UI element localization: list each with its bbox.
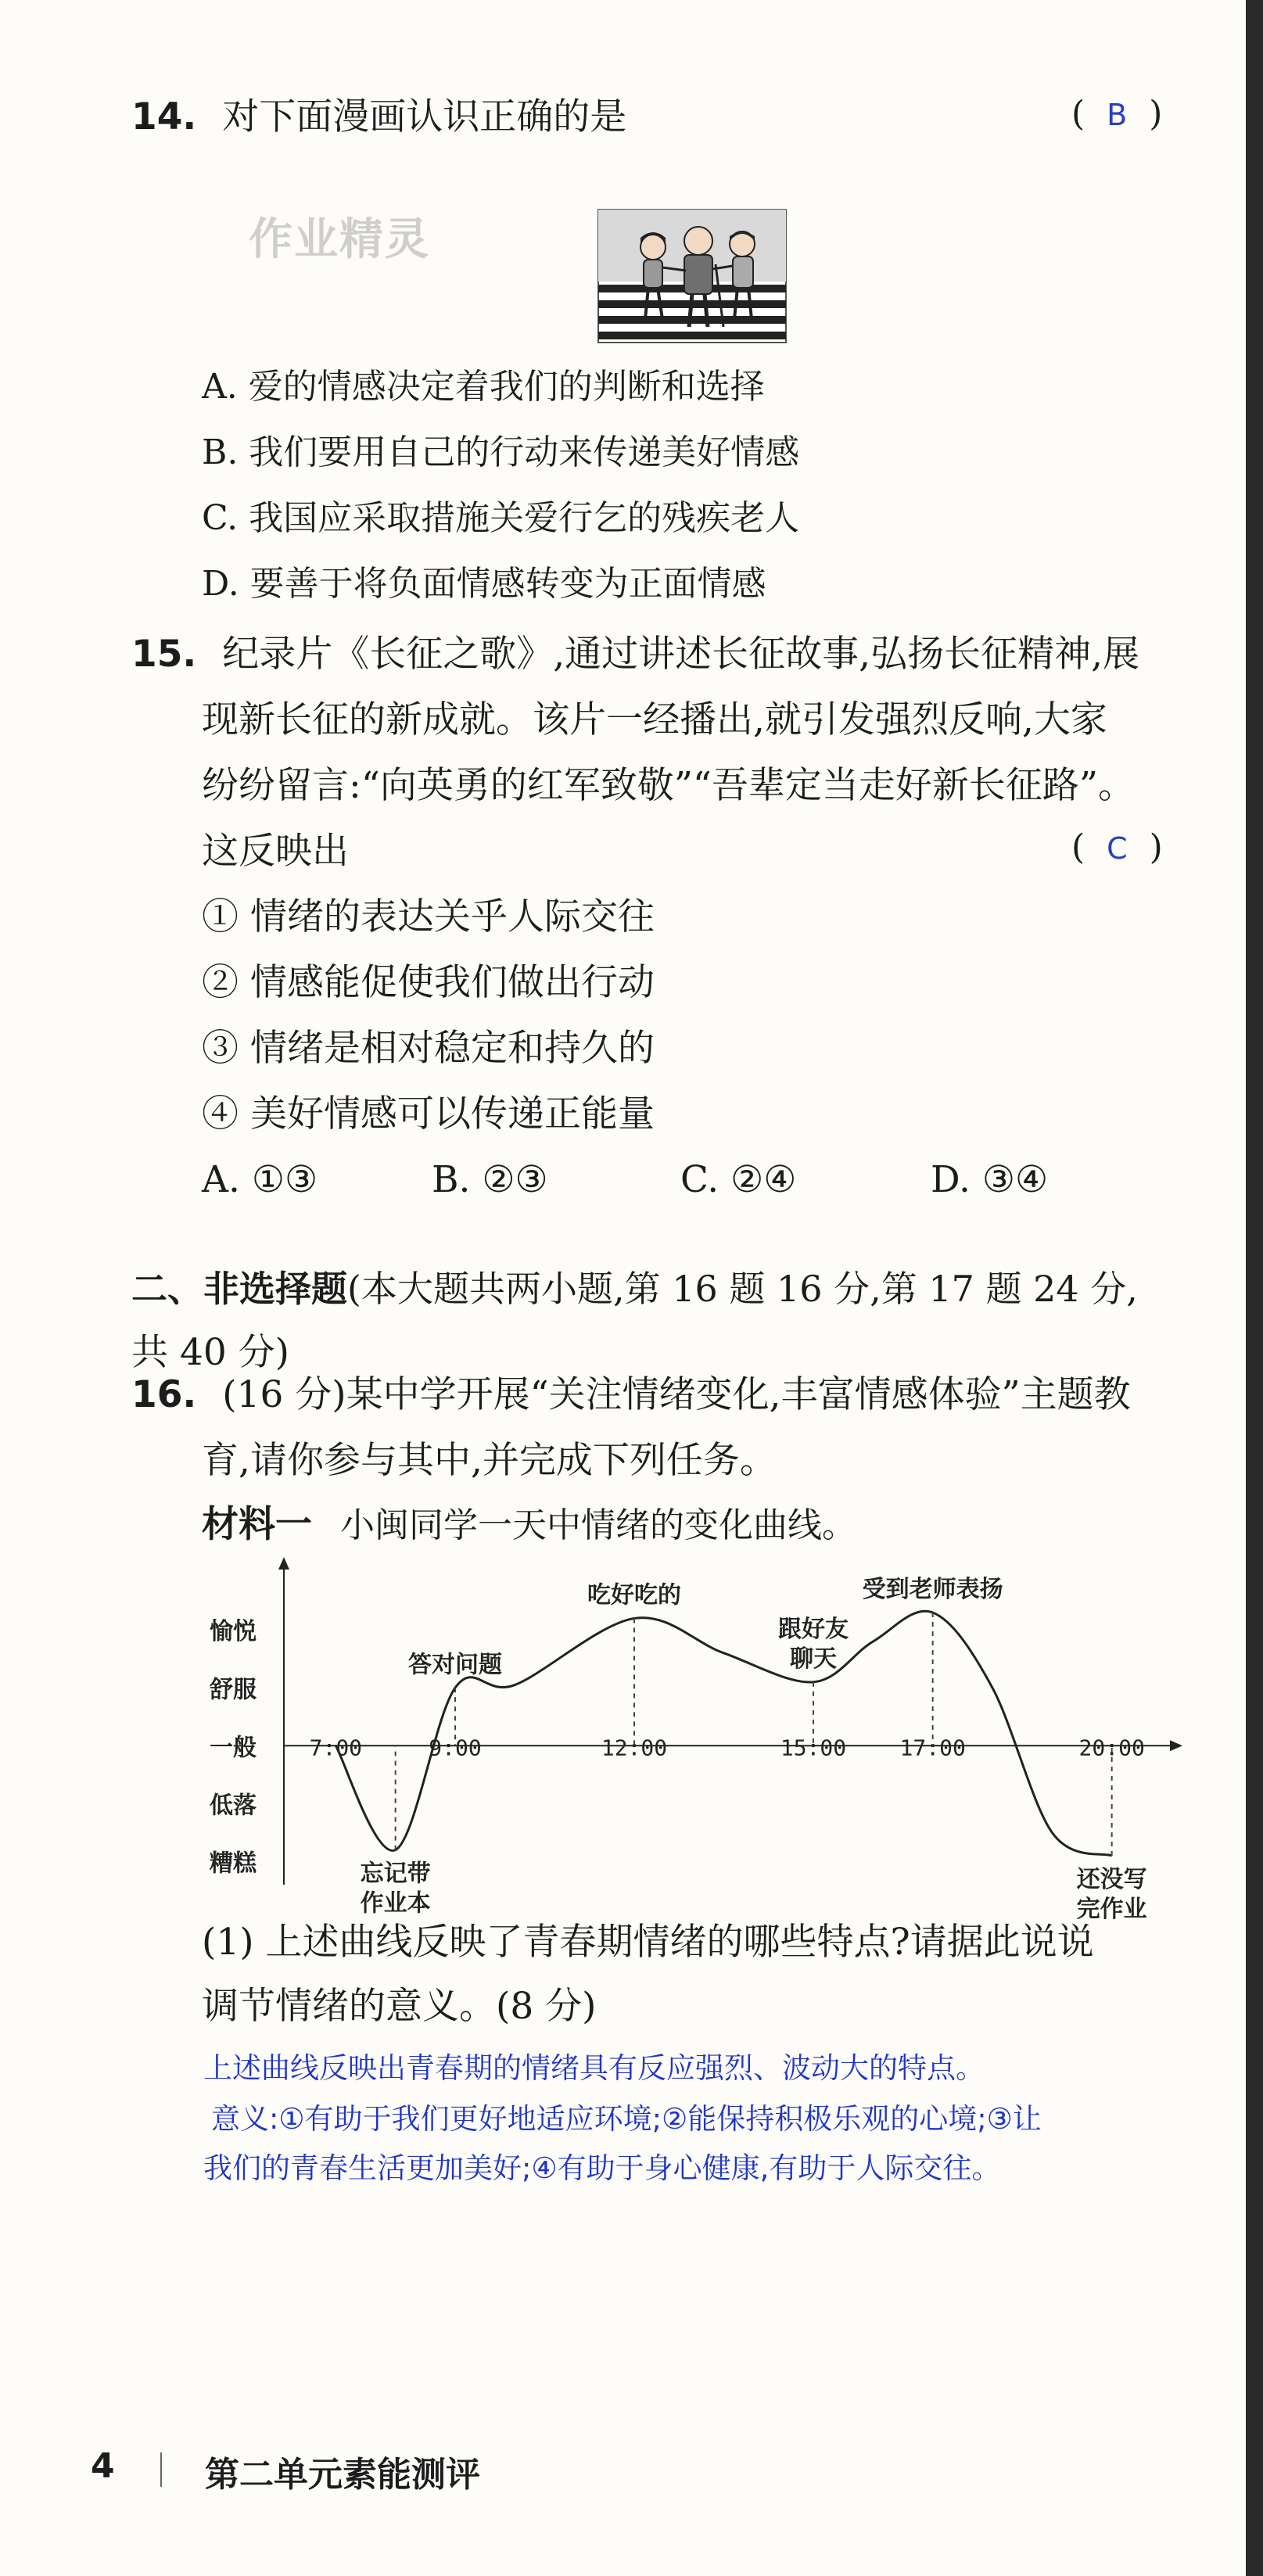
- q15-choice-c: C. ②④: [680, 1158, 797, 1201]
- q16-answer-line-2: 意义:①有助于我们更好地适应环境;②能保持积极乐观的心境;③让: [211, 2102, 1042, 2136]
- q16-material: [202, 1500, 856, 1551]
- q16-sub1-line-2: 调节情绪的意义。(8 分): [202, 1985, 597, 2028]
- emotion-chart: [202, 1552, 1187, 1923]
- emotion-chart-svg: [202, 1552, 1187, 1923]
- q14-number: 14.: [131, 95, 197, 138]
- q14-option-d: D. 要善于将负面情感转变为正面情感: [202, 564, 766, 604]
- section2-heading: [131, 1264, 1138, 1314]
- y-tick-label: 低落: [210, 1792, 257, 1820]
- x-axis-arrow: [1170, 1740, 1182, 1751]
- q16-sub1-line-1: (1) 上述曲线反映了青春期情绪的哪些特点?请据此说说: [202, 1921, 1094, 1964]
- q14-option-a: A. 爱的情感决定着我们的判断和选择: [202, 367, 765, 407]
- q16-answer-line-3: 我们的青春生活更加美好;④有助于身心健康,有助于人际交往。: [203, 2151, 1001, 2185]
- section2-note-line-1: (本大题共两小题,第 16 题 16 分,第 17 题 24 分,: [347, 1268, 1138, 1310]
- q16-stem-line-2: 育,请你参与其中,并完成下列任务。: [202, 1439, 777, 1482]
- y-tick-label: 舒服: [210, 1676, 257, 1704]
- annotation-label: 受到老师表扬: [862, 1576, 1003, 1604]
- x-tick-label: 20:00: [1078, 1735, 1145, 1761]
- footer-divider: [160, 2452, 162, 2487]
- x-tick-label: 12:00: [601, 1735, 668, 1761]
- q14-answer-box: ( B ): [1071, 94, 1163, 134]
- annotation-label: 答对问题: [408, 1651, 502, 1679]
- q14-stem: [131, 92, 626, 142]
- y-tick-label: 一般: [210, 1734, 257, 1762]
- watermark-text: 作业精灵: [249, 214, 430, 265]
- annotation-label: 吃好吃的: [587, 1581, 681, 1609]
- annotation-label: 完作业: [1076, 1895, 1147, 1923]
- q15-choice-b: B. ②③: [432, 1158, 548, 1201]
- q15-number: 15.: [131, 633, 197, 676]
- section2-title: 二、非选择题: [131, 1268, 347, 1310]
- q15-answer: C: [1107, 831, 1128, 866]
- annotation-label: 作业本: [360, 1889, 431, 1918]
- q16-material-label: 材料一: [202, 1503, 312, 1546]
- q15-choice-a: A. ①③: [202, 1158, 318, 1201]
- q15-stem-line-3: 纷纷留言:“向英勇的红军致敬”“吾辈定当走好新长征路”。: [202, 764, 1135, 807]
- q15-stem-line-1-text: 纪录片《长征之歌》,通过讲述长征故事,弘扬长征精神,展: [222, 633, 1140, 676]
- y-axis-arrow: [278, 1557, 289, 1570]
- q15-stem-line-4: 这反映出: [202, 830, 349, 873]
- annotation-label: 忘记带: [360, 1860, 431, 1888]
- q16-answer-line-1: 上述曲线反映出青春期的情绪具有反应强烈、波动大的特点。: [203, 2051, 985, 2085]
- annotation-label: 还没写: [1076, 1865, 1147, 1893]
- y-tick-label: 愉悦: [210, 1618, 257, 1646]
- q15-statement-1: ① 情绪的表达关乎人际交往: [202, 895, 655, 938]
- x-tick-label: 17:00: [899, 1735, 966, 1761]
- q16-material-text: 小闽同学一天中情绪的变化曲线。: [340, 1505, 856, 1545]
- cartoon-illustration: [598, 210, 786, 343]
- annotation-label: 跟好友: [778, 1615, 849, 1643]
- x-tick-label: 7:00: [309, 1735, 363, 1761]
- q14-option-b: B. 我们要用自己的行动来传递美好情感: [202, 432, 800, 472]
- y-tick-label: 糟糕: [210, 1849, 257, 1878]
- page-number: 4: [91, 2446, 115, 2486]
- q14-option-c: C. 我国应采取措施关爱行乞的残疾老人: [202, 498, 800, 538]
- emotion-curve-line: [335, 1611, 1111, 1856]
- page-edge-strip: [1246, 0, 1263, 2576]
- q15-statement-2: ② 情感能促使我们做出行动: [202, 961, 655, 1004]
- section2-note-line-2: 共 40 分): [131, 1331, 290, 1374]
- q15-choice-d: D. ③④: [931, 1158, 1049, 1201]
- q14-stem-text: 对下面漫画认识正确的是: [222, 95, 627, 138]
- x-tick-label: 15:00: [780, 1735, 847, 1761]
- q15-statement-3: ③ 情绪是相对稳定和持久的: [202, 1027, 655, 1070]
- footer-title: 第二单元素能测评: [205, 2455, 480, 2495]
- q15-stem-line-1: [131, 630, 1139, 680]
- q16-number: 16.: [131, 1373, 197, 1416]
- q15-answer-box: ( C ): [1071, 827, 1163, 867]
- annotation-label: 聊天: [790, 1645, 837, 1673]
- q16-stem-line-1: [131, 1370, 1131, 1420]
- q16-stem-line-1-text: (16 分)某中学开展“关注情绪变化,丰富情感体验”主题教: [222, 1373, 1131, 1416]
- q15-stem-line-2: 现新长征的新成就。该片一经播出,就引发强烈反响,大家: [202, 698, 1107, 741]
- x-tick-label: 9:00: [429, 1735, 482, 1761]
- q15-statement-4: ④ 美好情感可以传递正能量: [202, 1092, 655, 1136]
- q14-answer: B: [1107, 98, 1128, 132]
